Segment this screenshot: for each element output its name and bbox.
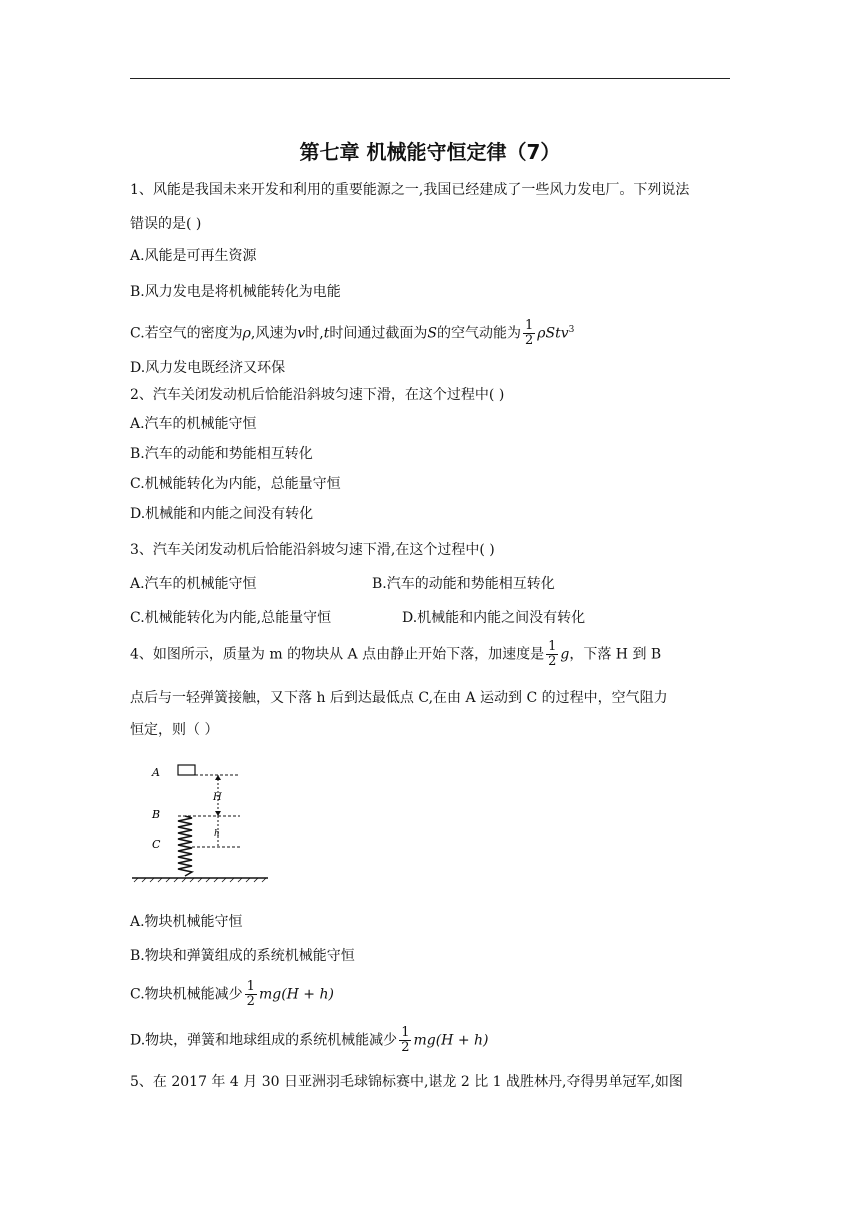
q1-option-c	[130, 316, 574, 348]
q2-option-a: A.汽车的机械能守恒	[130, 416, 257, 432]
figure-label-a: A	[152, 766, 160, 779]
q4-c-prefix: C.物块机械能减少	[130, 986, 243, 1003]
q4-stem-line1	[130, 640, 661, 669]
q1-c-exponent: 3	[568, 325, 575, 335]
q1-c-prefix: C.若空气的密度为	[130, 325, 243, 342]
q4-option-a: A.物块机械能守恒	[130, 914, 243, 930]
figure-label-small-h: h	[214, 829, 220, 839]
q3-option-b: B.汽车的动能和势能相互转化	[372, 576, 555, 592]
q4-c-expression: mg(H + h)	[258, 986, 334, 1003]
q5-stem-line1: 5、在 2017 年 4 月 30 日亚洲羽毛球锦标赛中,谌龙 2 比 1 战胜林丹,夺得男单冠军,如图	[130, 1074, 683, 1090]
q4-stem-line3: 恒定，则（ ）	[130, 722, 219, 738]
q4-option-b: B.物块和弹簧组成的系统机械能守恒	[130, 948, 355, 964]
figure-label-c: C	[152, 838, 161, 851]
q3-stem: 3、汽车关闭发动机后恰能沿斜坡匀速下滑,在这个过程中( )	[130, 542, 495, 558]
q1-c-v: v	[297, 325, 306, 342]
q4-stem-line2: 点后与一轻弹簧接触，又下落 h 后到达最低点 C,在由 A 运动到 C 的过程中，空气阻力	[130, 690, 668, 706]
spring	[178, 816, 192, 876]
q3-option-c: C.机械能转化为内能,总能量守恒	[130, 610, 332, 626]
spring-block-figure	[130, 758, 270, 884]
q2-option-b: B.汽车的动能和势能相互转化	[130, 446, 313, 462]
q1-c-rho: ρ	[242, 325, 251, 342]
figure-label-big-h: H	[213, 792, 222, 803]
header-rule	[130, 78, 730, 79]
q1-c-expression: ρStv	[537, 325, 569, 342]
q4-fraction: $\frac{1}{2}$	[548, 639, 557, 669]
q1-option-b: B.风力发电是将机械能转化为电能	[130, 284, 341, 300]
q1-option-d: D.风力发电既经济又环保	[130, 360, 286, 376]
q1-c-t: t	[323, 325, 330, 342]
q2-option-c: C.机械能转化为内能，总能量守恒	[130, 476, 341, 492]
q1-c-fraction: $\frac{1}{2}$	[524, 318, 534, 349]
q4-c-fraction: $\frac{1}{2}$	[246, 979, 255, 1009]
q4-option-d	[130, 1026, 489, 1055]
q2-option-d: D.机械能和内能之间没有转化	[130, 506, 314, 522]
q2-stem: 2、汽车关闭发动机后恰能沿斜坡匀速下滑，在这个过程中( )	[130, 387, 505, 403]
q4-d-fraction: $\frac{1}{2}$	[401, 1025, 410, 1055]
block	[178, 765, 195, 775]
q3-option-a: A.汽车的机械能守恒	[130, 576, 257, 592]
q1-c-s: S	[427, 325, 437, 342]
q1-c-text3: 时间通过截面为	[329, 325, 428, 342]
q1-c-text1: ,风速为	[250, 325, 298, 342]
q4-d-expression: mg(H + h)	[413, 1032, 489, 1049]
q1-stem-line2: 错误的是( )	[130, 216, 202, 232]
q4-g: g	[560, 646, 570, 663]
q1-option-a: A.风能是可再生资源	[130, 248, 257, 264]
q1-stem-line1: 1、风能是我国未来开发和利用的重要能源之一,我国已经建成了一些风力发电厂。下列说法	[130, 182, 690, 198]
q4-stem-suffix: ，下落 H 到 B	[569, 646, 662, 663]
q3-option-d: D.机械能和内能之间没有转化	[402, 610, 586, 626]
q4-option-c	[130, 980, 334, 1009]
page-title: 第七章 机械能守恒定律（7）	[299, 140, 561, 164]
q4-d-prefix: D.物块，弹簧和地球组成的系统机械能减少	[130, 1032, 398, 1049]
q4-stem-prefix: 4、如图所示，质量为 m 的物块从 A 点由静止开始下落，加速度是	[130, 646, 545, 663]
figure-label-b: B	[152, 808, 161, 821]
q1-c-text2: 时,	[305, 325, 324, 342]
q1-c-text4: 的空气动能为	[436, 325, 521, 342]
